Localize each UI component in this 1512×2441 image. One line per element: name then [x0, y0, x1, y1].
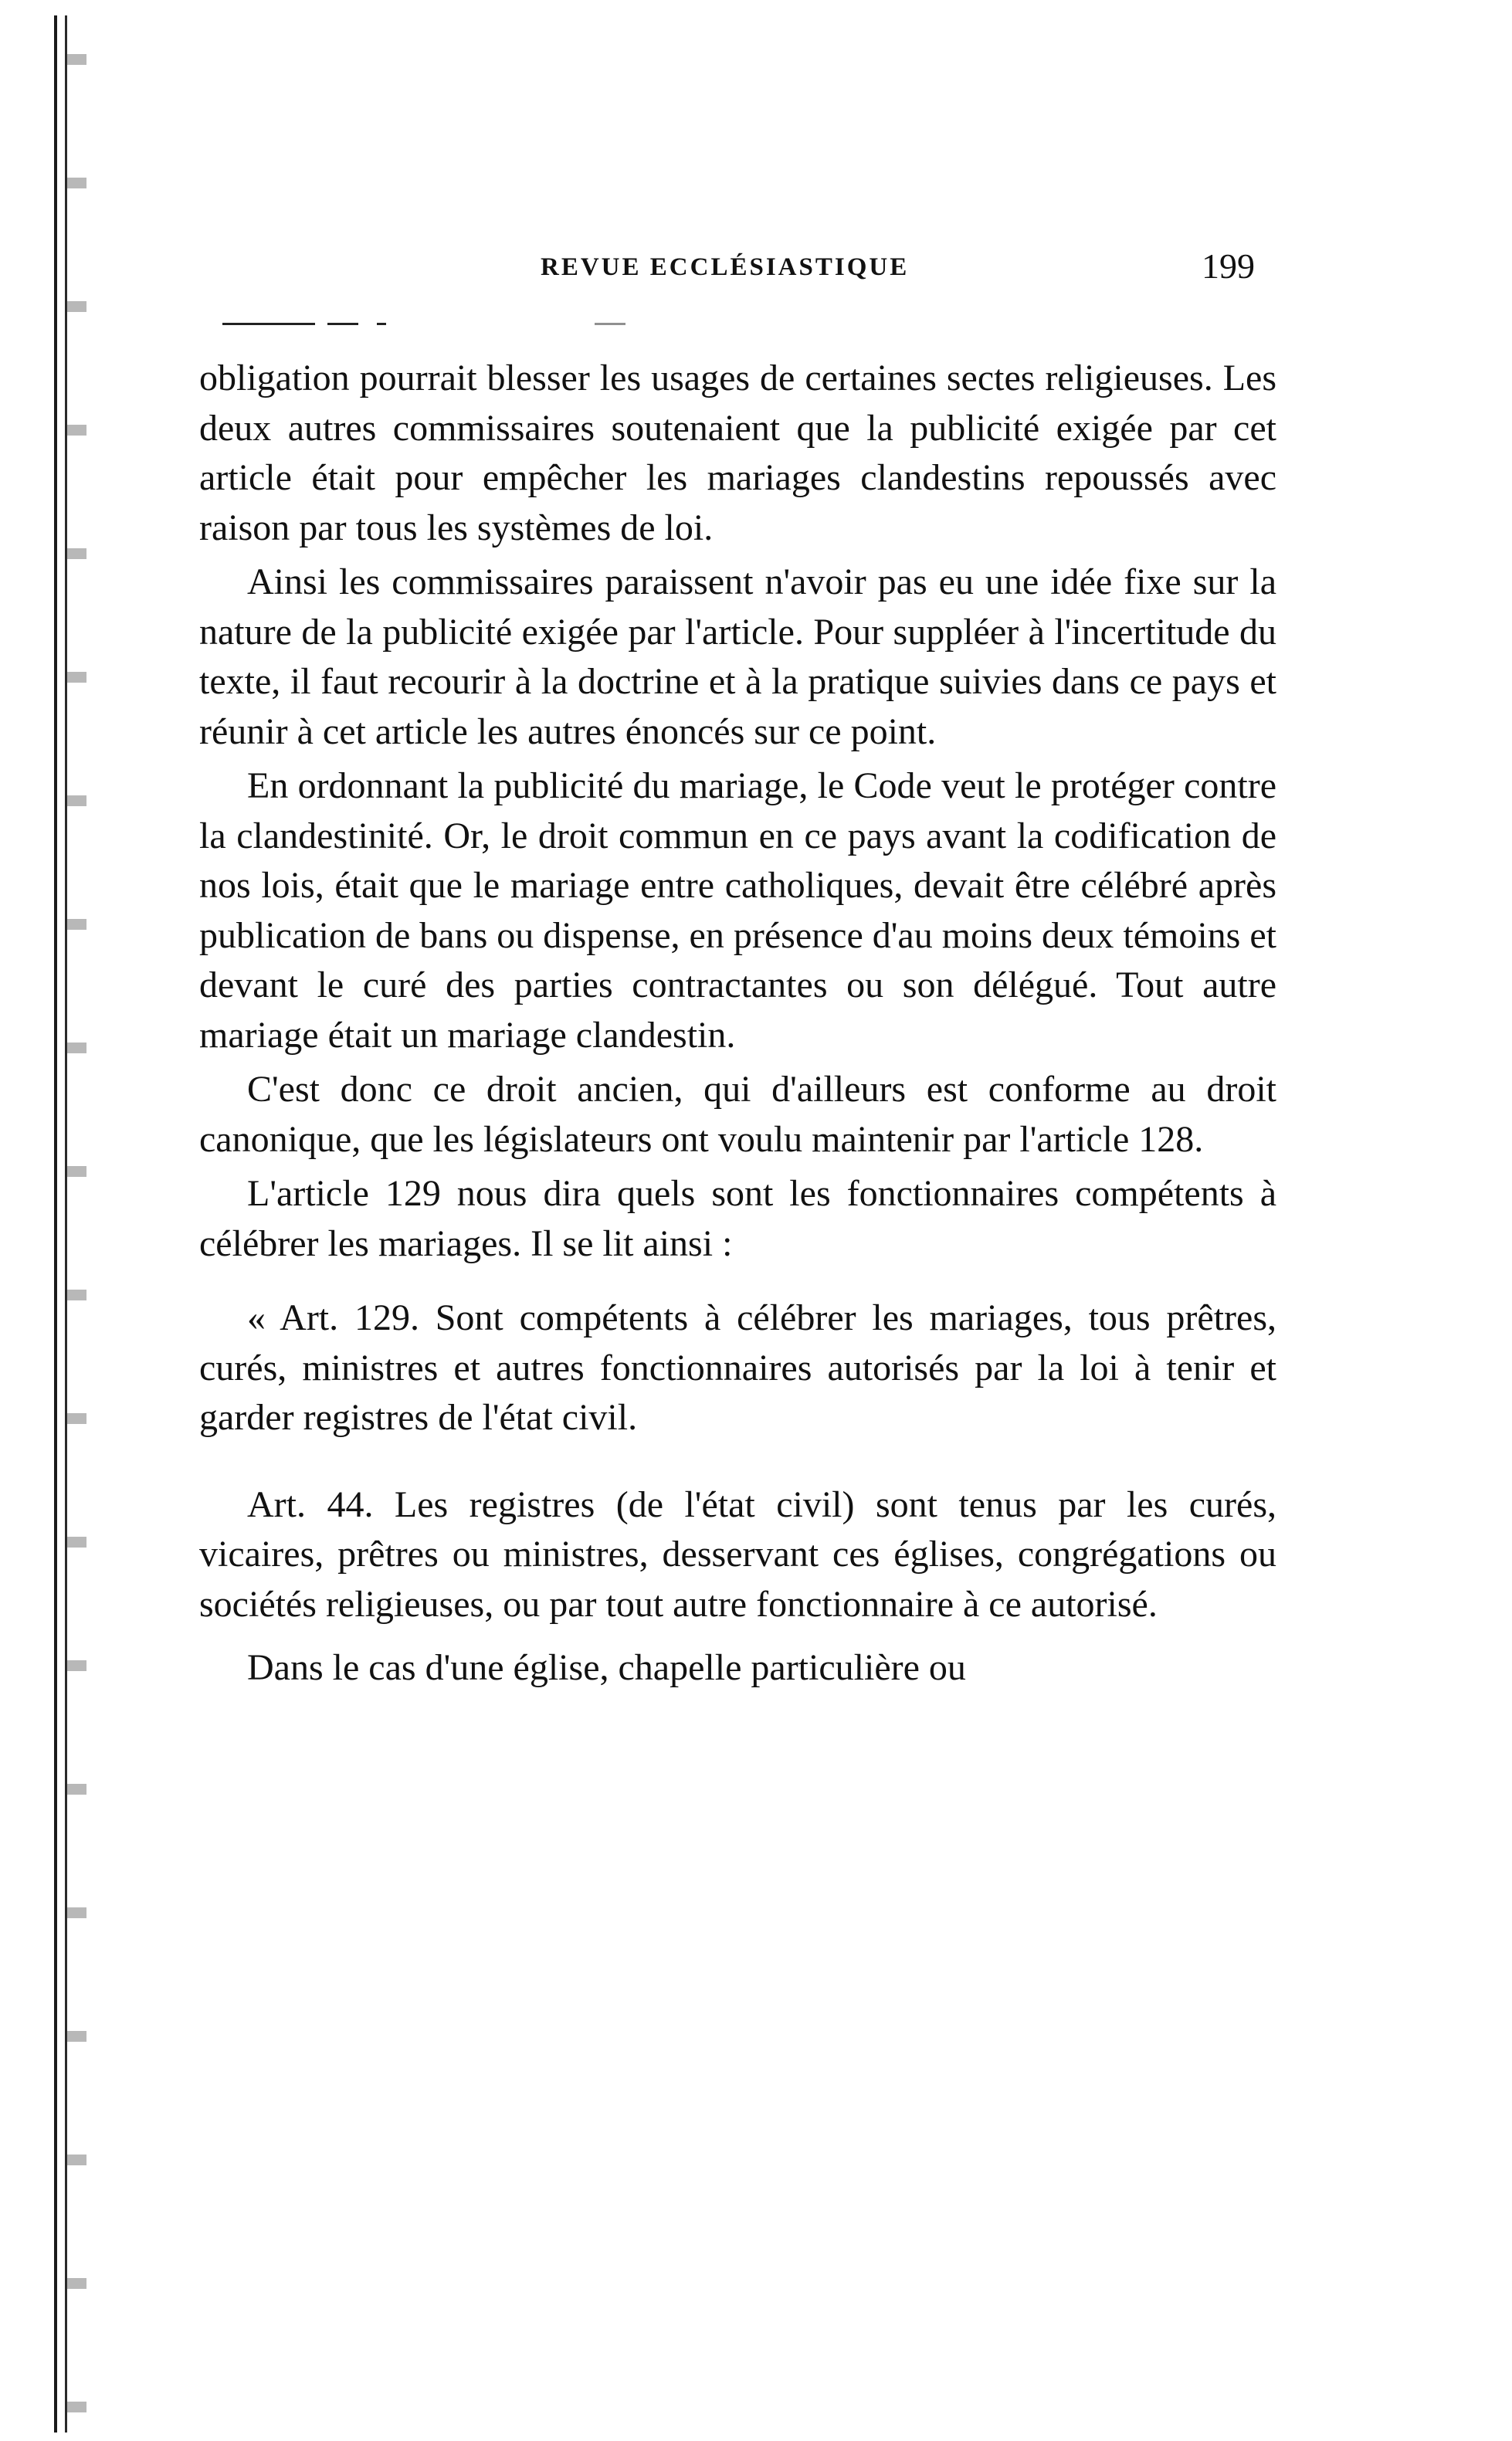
- running-title: REVUE ECCLÉSIASTIQUE: [541, 253, 910, 281]
- paragraph: C'est donc ce droit ancien, qui d'ailleurs est conforme au droit canonique, que les législateurs ont voulu maintenir par l'article 128.: [199, 1069, 1276, 1160]
- quoted-article-44: Art. 44. Les registres (de l'état civil) sont tenus par les curés, vicaires, prêtres ou ministres, desservant ces églises, congrégations ou sociétés religieuses, ou par tout autre fonctionnaire à ce autorisé.: [199, 1483, 1276, 1625]
- paragraph: En ordonnant la publicité du mariage, le Code veut le protéger contre la clandestinité. Or, le droit commun en ce pays avant la codification de nos lois, était que le mariage entre catholiques, devait être célébré après publication de bans ou dispense, en présence d'au moins deux témoins et devant le curé des parties contractantes ou son délégué. Tout autre mariage était un mariage clandestin.: [199, 765, 1276, 1056]
- header-rule: [595, 323, 625, 325]
- paragraph: L'article 129 nous dira quels sont les fonctionnaires compétents à célébrer les mariages. Il se lit ainsi :: [199, 1173, 1276, 1264]
- body-text: [199, 354, 1276, 1698]
- header-rule: [377, 323, 386, 325]
- header-rule: [222, 323, 315, 325]
- binding-edge: [54, 15, 67, 2433]
- paragraph: Ainsi les commissaires paraissent n'avoir pas eu une idée fixe sur la nature de la publicité exigée par l'article. Pour suppléer à l'incertitude du texte, il faut recourir à la doctrine et à la pratique suivies dans ce pays et réunir à cet article les autres énoncés sur ce point.: [199, 561, 1276, 752]
- header-rule: [327, 323, 358, 325]
- paragraph: Dans le cas d'une église, chapelle particulière ou: [247, 1647, 966, 1688]
- binding-marks: [66, 0, 86, 2441]
- quoted-article-129: « Art. 129. Sont compétents à célébrer les mariages, tous prêtres, curés, ministres et autres fonctionnaires autorisés par la loi à tenir et garder registres de l'état civil.: [199, 1297, 1276, 1438]
- page-number: 199: [1202, 246, 1255, 286]
- paragraph-continuation: obligation pourrait blesser les usages de certaines sectes religieuses. Les deux autres commissaires soutenaient que la publicité exigée par cet article était pour empêcher les mariages clandestins repoussés avec raison par tous les systèmes de loi.: [199, 358, 1276, 548]
- running-head: [0, 246, 1512, 292]
